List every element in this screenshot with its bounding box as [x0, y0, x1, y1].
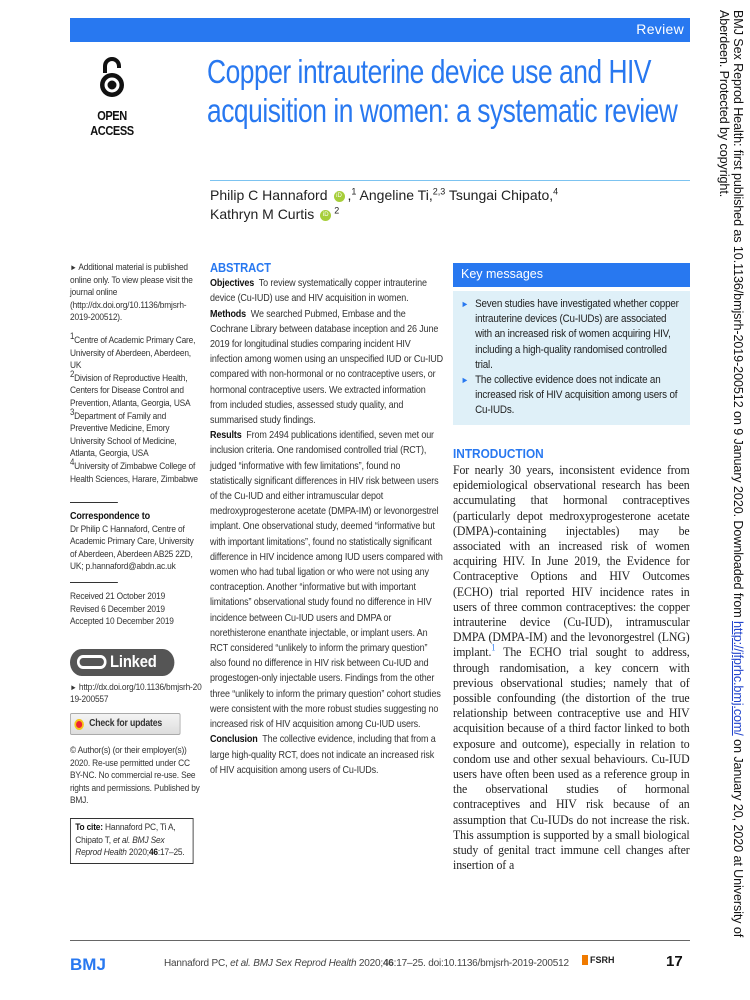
- open-access-lock-icon: [97, 55, 127, 99]
- reference-link[interactable]: 1: [491, 643, 496, 654]
- title-divider: [210, 180, 690, 181]
- open-access-badge: [72, 55, 152, 138]
- key-messages-heading: Key messages: [453, 263, 690, 287]
- introduction-section: [453, 446, 690, 872]
- linked-badge[interactable]: Linked: [70, 649, 174, 676]
- author-list: Philip C Hannaford iD ,$^1$ Angeline Ti,$^{2,3}$ Tsungai Chipato,$^4$ Kathryn M Curtis iD $^2$: [210, 186, 559, 222]
- arrow-icon: ►: [70, 263, 77, 272]
- side-download-notice: BMJ Sex Reprod Health: first published as 10.1136/bmjsrh-2019-200512 on 9 January 2020. Downloaded from http://jfprhc.bmj.com/ on January 20, 2020 at University of Aberdeen. Protected by copyright.: [717, 10, 745, 938]
- copyright-notice: © Author(s) (or their employer(s)) 2020. Re-use permitted under CC BY-NC. No commercial re-use. See rights and permissions. Published by BMJ.: [70, 745, 200, 807]
- divider: [70, 582, 118, 583]
- abstract: [210, 260, 444, 778]
- author-name[interactable]: Kathryn M Curtis: [210, 206, 315, 222]
- divider: [70, 502, 118, 503]
- accepted-date: Accepted 10 December 2019: [70, 616, 174, 628]
- page-number: 17: [666, 953, 683, 970]
- affiliation-ref: 4: [553, 186, 559, 197]
- article-sidebar: [70, 262, 202, 864]
- key-messages-box: [453, 263, 690, 425]
- abstract-conclusion: Conclusion The collective evidence, including that from a large high-quality RCT, does not indicate an increased risk of HIV acquisition among users of Cu-IUDs.: [210, 734, 436, 776]
- affiliation-ref: 2,3: [432, 186, 446, 197]
- bmj-logo: BMJ: [70, 955, 106, 974]
- revised-date: Revised 6 December 2019: [70, 603, 165, 615]
- introduction-heading: INTRODUCTION: [453, 446, 544, 461]
- additional-material-note: ► Additional material is published online only. To view please visit the journal online (http://dx.doi.org/10.1136/bmjsrh-2019-200512).: [70, 262, 193, 324]
- linked-article-link[interactable]: ► http://dx.doi.org/10.1136/bmjsrh-2019-200557: [70, 681, 202, 706]
- bookmark-icon: [74, 719, 84, 730]
- footer-divider: [70, 940, 690, 941]
- affiliation-ref: 1: [351, 186, 357, 197]
- affiliation: $^1$Centre of Academic Primary Care, University of Aberdeen, Aberdeen, UK: [70, 330, 196, 372]
- introduction-text: For nearly 30 years, inconsistent evidence from epidemiological observational research has been accumulating that hormonal contraceptives (particularly depot medroxyprogesterone acetate (DMPA)-containing injectables) may be associated with an increased risk of women acquiring HIV. In June 2019, the Evidence for Contraceptive Options and HIV Outcomes (ECHO) trial reported HIV incidence rates in users of three common contraceptives: the copper intrauterine device (Cu-IUD), intramuscular DMPA (DMPA-IM) and the levonorgestrel (LNG) implant.$^1$ The ECHO trial sought to address, through randomisation, a key concern with previous observational studies; namely that of possible confounding (the distortion of the true relationship between contraceptive use and HIV acquisition because of a third factor linked to both exposure and outcome), especially in relation to condom use and other sexual behaviours. Cu-IUD users have often been used as a reference group in the observational studies of hormonal contraceptives and HIV risk because of an assumption that Cu-IUDs do not increase the risk. This assumption is supported by a small biological study of genital tract immune cell changes after insertion of a: [453, 462, 690, 873]
- arrow-icon: ►: [70, 682, 77, 692]
- abstract-methods: Methods We searched Pubmed, Embase and the Cochrane Library between database inception and 26 June 2019 for longitudinal studies comparing incident HIV infection among women using an unspecified IUD or Cu-IUD compared with non-hormonal or no contraceptive users, or hormonal contraceptive users. We extracted information from included studies, assessed study quality, and summarised study findings.: [210, 308, 444, 427]
- orcid-icon[interactable]: iD: [320, 210, 331, 221]
- link-icon: [77, 655, 107, 669]
- key-message: ► Seven studies have investigated whether copper intrauterine devices (Cu-IUDs) are associated with an increased risk of women acquiring HIV, including a high-quality randomised controlled trial.: [461, 298, 679, 371]
- abstract-heading: ABSTRACT: [210, 260, 271, 275]
- footer-citation: Hannaford PC, et al. BMJ Sex Reprod Health 2020;46:17–25. doi:10.1136/bmjsrh-2019-200512: [164, 958, 569, 969]
- journal-site-link[interactable]: http://jfprhc.bmj.com/: [731, 621, 745, 736]
- fsrh-logo: FSRH: [582, 955, 615, 965]
- correspondence-heading: Correspondence to: [70, 511, 150, 523]
- article-title: Copper intrauterine device use and HIV acquisition in women: a systematic review: [207, 53, 678, 129]
- author-name[interactable]: Philip C Hannaford: [210, 187, 328, 203]
- affiliations: [70, 330, 202, 486]
- citation-box: To cite: Hannaford PC, Ti A, Chipato T, et al. BMJ Sex Reprod Health 2020;46:17–25.: [70, 818, 194, 864]
- section-banner: [70, 18, 690, 42]
- affiliation: $^3$Department of Family and Preventive Medicine, Emory University School of Medicine, Atlanta, Georgia, USA: [70, 406, 177, 460]
- key-message: ► The collective evidence does not indicate an increased risk of HIV acquisition among users of Cu-IUDs.: [461, 374, 678, 417]
- orcid-icon[interactable]: iD: [334, 191, 345, 202]
- abstract-results: Results From 2494 publications identified, seven met our inclusion criteria. One randomised controlled trial (RCT), judged “informative with few limitations”, found no statistically significant differences in HIV risk between users of the Cu-IUD and either intramuscular depot medroxyprogesterone acetate (DMPA-IM) or levonorgestrel implant. One observational study, deemed “informative but with important limitations”, found no statistically significant difference in HIV incidence among IUD users compared with women who had tubal ligation or who were not using any contraception. Another “informative but with important limitations” observational study found no difference in HIV incidence between Cu-IUD users and DMPA or norethisterone enanthate injectable, or implant users. An RCT considered “unlikely to inform the primary question” also found no difference in HIV risk between Cu-IUD and progestogen-only injectable users. Findings from the other three “unlikely to inform the primary question” cohort studies were consistent with the more robust studies suggesting no increased risk of HIV acquisition among Cu-IUD users.: [210, 430, 443, 731]
- arrow-icon: ►: [461, 299, 469, 309]
- arrow-icon: ►: [461, 375, 469, 386]
- affiliation: $^2$Division of Reproductive Health, Centers for Disease Control and Prevention, Atlanta, Georgia, USA: [70, 368, 191, 409]
- key-messages-body: [453, 291, 690, 425]
- check-for-updates-button[interactable]: Check for updates: [70, 713, 180, 735]
- received-date: Received 21 October 2019: [70, 591, 166, 603]
- author-name[interactable]: Tsungai Chipato,: [448, 187, 554, 203]
- section-label: Review: [636, 21, 684, 37]
- correspondence-text: Dr Philip C Hannaford, Centre of Academic Primary Care, University of Aberdeen, Aberdeen AB25 2ZD, UK; p.hannaford@abdn.ac.uk: [70, 523, 194, 573]
- correspondence: [70, 511, 202, 574]
- open-access-label: OPEN ACCESS: [90, 108, 134, 138]
- affiliation: $^4$University of Zimbabwe College of Health Sciences, Harare, Zimbabwe: [70, 456, 198, 485]
- author-name[interactable]: Angeline Ti,: [359, 187, 433, 203]
- abstract-objectives: Objectives To review systematically copper intrauterine device (Cu-IUD) use and HIV acquisition in women.: [210, 278, 427, 305]
- affiliation-ref: 2: [334, 205, 340, 216]
